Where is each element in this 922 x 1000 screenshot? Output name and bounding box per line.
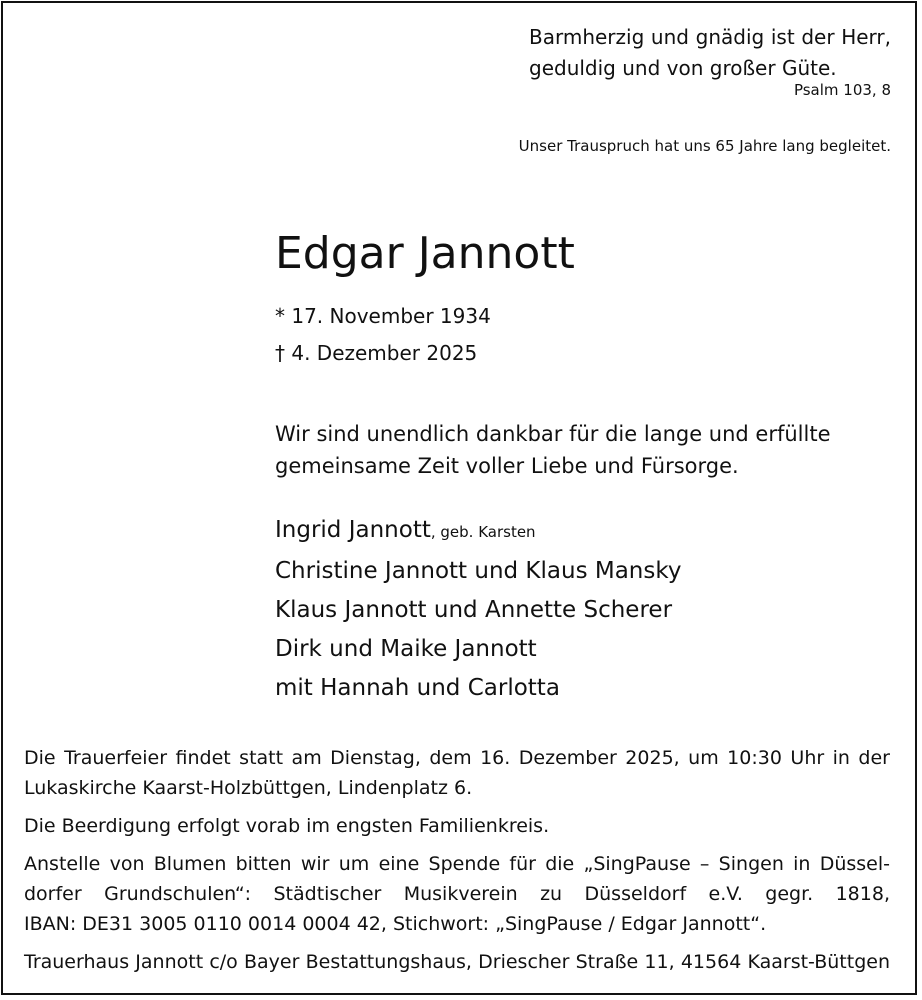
psalm-reference: Psalm 103, 8 [793,81,891,99]
funeral-line-2: Lukaskirche Kaarst-Holzbüttgen, Lindenplatz 6. [24,777,473,799]
life-dates [275,298,491,372]
funeral-service-text [24,743,890,803]
mourning-house-address: Trauerhaus Jannott c/o Bayer Bestattungshaus, Driescher Straße 11, 41564 Kaarst-Büttgen [24,951,890,973]
gratitude-line-2: gemeinsame Zeit voller Liebe und Fürsorge. [275,454,739,478]
donation-line-2: dorfer Grundschulen“: Städtischer Musikverein zu Düsseldorf e.V. gegr. 1818, [24,883,890,905]
psalm-line-1: Barmherzig und gnädig ist der Herr, [529,25,891,49]
gratitude-line-1: Wir sind unendlich dankbar für die lange und erfüllte [275,422,831,446]
death-date: † 4. Dezember 2025 [275,341,478,365]
family-member: Christine Jannott und Klaus Mansky [275,558,682,584]
family-member: Dirk und Maike Jannott [275,636,537,662]
burial-text: Die Beerdigung erfolgt vorab im engsten Familienkreis. [24,815,550,837]
family-member [275,511,681,552]
trauspruch-note: Unser Trauspruch hat uns 65 Jahre lang begleitet. [518,137,891,155]
family-member-name: Ingrid Jannott [275,517,431,543]
donation-line-3: IBAN: DE31 3005 0110 0014 0004 42, Stichwort: „SingPause / Edgar Jannott“. [24,913,767,935]
psalm-quote [529,22,891,100]
funeral-info [24,743,890,985]
donation-line-1: Anstelle von Blumen bitten wir um eine Spende für die „SingPause – Singen in Düssel- [24,853,890,875]
psalm-line-2: geduldig und von großer Güte. [529,56,837,80]
gratitude-text [275,418,831,482]
funeral-line-1: Die Trauerfeier findet statt am Dienstag, dem 16. Dezember 2025, um 10:30 Uhr in der [24,747,890,769]
deceased-name: Edgar Jannott [275,228,575,279]
family-member: mit Hannah und Carlotta [275,675,560,701]
donation-text [24,849,890,939]
family-list [275,511,681,708]
birth-date: * 17. November 1934 [275,304,491,328]
maiden-name-note: , geb. Karsten [430,523,536,541]
family-member: Klaus Jannott und Annette Scherer [275,597,673,623]
